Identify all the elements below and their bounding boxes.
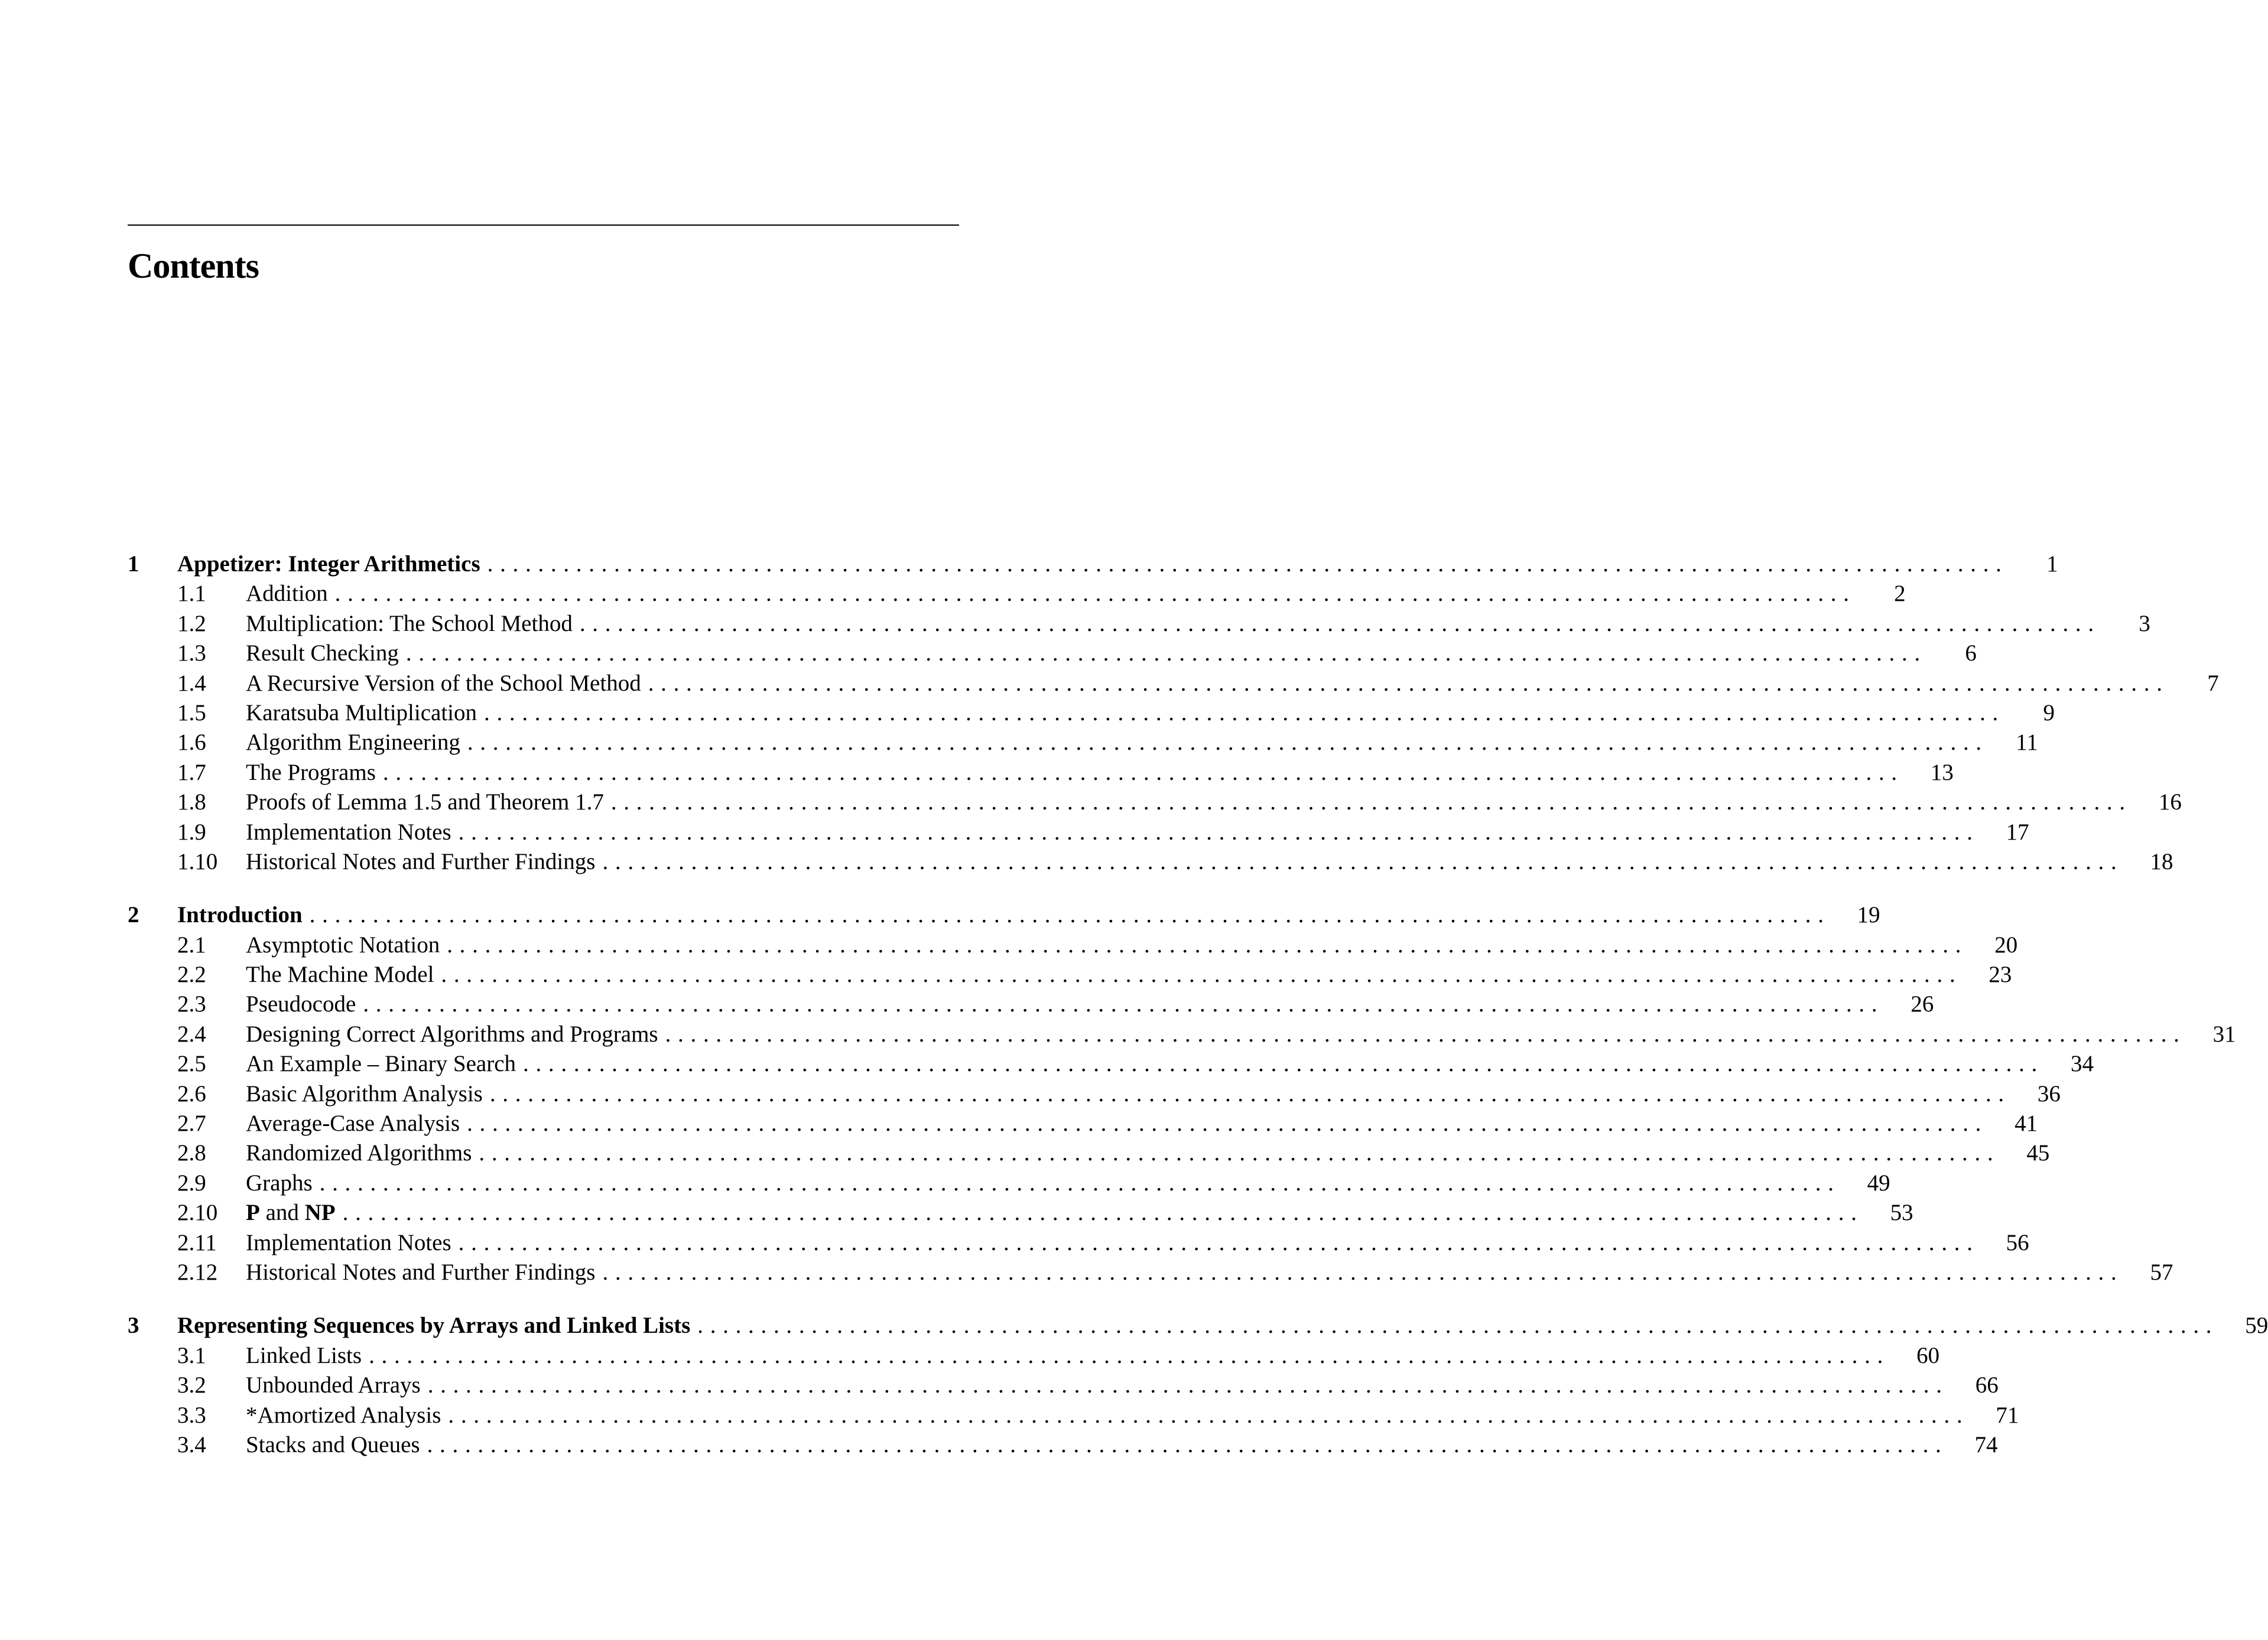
- dot-leader: ........................................................................................................................: [648, 670, 2169, 696]
- dot-leader: ........................................................................................................................: [369, 1342, 1890, 1368]
- section-number: 1.5: [177, 699, 206, 725]
- chapter-title: Introduction: [177, 902, 303, 928]
- top-rule: [128, 224, 959, 226]
- section-entry[interactable]: [128, 1258, 2173, 1287]
- section-entry[interactable]: [128, 847, 2173, 877]
- dot-leader: ........................................................................................................................: [427, 1372, 1949, 1398]
- section-entry[interactable]: [128, 1430, 1998, 1460]
- section-number: 1.6: [177, 730, 206, 756]
- section-title: *Amortized Analysis: [246, 1402, 441, 1428]
- section-title: Unbounded Arrays: [246, 1372, 421, 1398]
- section-title: Basic Algorithm Analysis: [246, 1081, 483, 1107]
- dot-leader: ........................................................................................................................: [467, 1111, 1988, 1137]
- section-title: Asymptotic Notation: [246, 932, 440, 958]
- section-title: [246, 1198, 343, 1228]
- section-entry[interactable]: [128, 1198, 1913, 1228]
- section-entry[interactable]: [128, 930, 2018, 960]
- chapter-title: Representing Sequences by Arrays and Linked Lists: [177, 1313, 691, 1339]
- dot-leader: ........................................................................................................................: [458, 1229, 1980, 1255]
- dot-leader: ........................................................................................................................: [309, 902, 1831, 928]
- section-number: 1.4: [177, 670, 206, 696]
- dot-leader: ........................................................................................................................: [441, 962, 1962, 988]
- section-entry[interactable]: [128, 960, 2012, 990]
- section-entry[interactable]: [128, 579, 1906, 609]
- page-number: 45: [2026, 1140, 2050, 1166]
- section-number: 2.11: [177, 1229, 217, 1255]
- page-number: 71: [1996, 1402, 2019, 1428]
- section-title: Proofs of Lemma 1.5 and Theorem 1.7: [246, 789, 604, 815]
- section-title: Average-Case Analysis: [246, 1111, 460, 1137]
- dot-leader: ........................................................................................................................: [427, 1431, 1948, 1457]
- section-number: 1.8: [177, 789, 206, 815]
- dot-leader: ........................................................................................................................: [319, 1170, 1841, 1196]
- section-entry[interactable]: [128, 1371, 1999, 1400]
- section-number: 2.4: [177, 1021, 206, 1047]
- page-number: 11: [2016, 730, 2038, 756]
- section-number: 2.12: [177, 1259, 218, 1285]
- dot-leader: ........................................................................................................................: [448, 1402, 1970, 1428]
- page-number: 3: [2139, 610, 2150, 636]
- chapter-number: 3: [128, 1313, 139, 1339]
- section-number: 1.3: [177, 640, 206, 666]
- section-number: 2.2: [177, 962, 206, 988]
- section-entry[interactable]: [128, 1401, 2019, 1430]
- section-entry[interactable]: [128, 669, 2219, 698]
- chapter-block: [128, 1311, 2268, 1460]
- dot-leader: ........................................................................................................................: [342, 1200, 1864, 1226]
- section-entry[interactable]: [128, 990, 1934, 1019]
- dot-leader: ........................................................................................................................: [334, 581, 1856, 607]
- page-number: 26: [1910, 991, 1934, 1017]
- page-number: 13: [1930, 759, 1954, 785]
- page-number: 17: [2006, 819, 2029, 845]
- dot-leader: ........................................................................................................................: [523, 1051, 2045, 1077]
- section-title: The Programs: [246, 759, 376, 785]
- section-title: Addition: [246, 581, 328, 607]
- page-number: 53: [1890, 1200, 1913, 1226]
- section-number: 1.7: [177, 759, 206, 785]
- dot-leader: ........................................................................................................................: [489, 1081, 2011, 1107]
- section-title: Graphs: [246, 1170, 313, 1196]
- contents-heading: Contents: [128, 246, 259, 285]
- section-title: Algorithm Engineering: [246, 730, 460, 756]
- section-number: 2.7: [177, 1111, 206, 1137]
- dot-leader: ........................................................................................................................: [458, 819, 1980, 845]
- page-number: 57: [2150, 1259, 2173, 1285]
- page-number: 31: [2212, 1021, 2236, 1047]
- chapter-title: Appetizer: Integer Arithmetics: [177, 551, 480, 577]
- section-number: 2.10: [177, 1200, 218, 1226]
- section-title-bold-p: P: [246, 1200, 260, 1226]
- section-number: 2.9: [177, 1170, 206, 1196]
- page-number: 7: [2207, 670, 2219, 696]
- page-number: 1: [2046, 551, 2058, 577]
- page-number: 36: [2037, 1081, 2061, 1107]
- dot-leader: ........................................................................................................................: [697, 1313, 2219, 1339]
- chapter-block: [128, 549, 2219, 877]
- section-title: The Machine Model: [246, 962, 434, 988]
- dot-leader: ........................................................................................................................: [447, 932, 1968, 958]
- page-number: 49: [1867, 1170, 1890, 1196]
- page-number: 18: [2150, 848, 2173, 874]
- dot-leader: ........................................................................................................................: [602, 848, 2124, 874]
- section-title: Designing Correct Algorithms and Programs: [246, 1021, 658, 1047]
- section-entry[interactable]: [128, 639, 1977, 668]
- section-number: 2.6: [177, 1081, 206, 1107]
- dot-leader: ........................................................................................................................: [382, 759, 1904, 785]
- section-entry[interactable]: [128, 1109, 2038, 1138]
- page-number: 60: [1916, 1342, 1940, 1368]
- section-title: An Example – Binary Search: [246, 1051, 516, 1077]
- section-title: Pseudocode: [246, 991, 356, 1017]
- page-number: 34: [2071, 1051, 2094, 1077]
- section-entry[interactable]: [128, 818, 2029, 847]
- dot-leader: ........................................................................................................................: [467, 730, 1988, 756]
- page-number: 23: [1988, 962, 2012, 988]
- chapter-entry[interactable]: [128, 1311, 2268, 1340]
- section-title-bold-np: NP: [304, 1200, 336, 1226]
- chapter-block: [128, 900, 2236, 1287]
- section-number: 2.8: [177, 1140, 206, 1166]
- table-of-contents: [128, 549, 2268, 1483]
- section-number: 1.2: [177, 610, 206, 636]
- section-entry[interactable]: [128, 758, 1954, 788]
- page-number: 66: [1975, 1372, 1999, 1398]
- page-number: 74: [1974, 1431, 1998, 1457]
- section-entry[interactable]: [128, 1228, 2029, 1258]
- section-entry[interactable]: [128, 1020, 2236, 1049]
- dot-leader: ........................................................................................................................: [579, 610, 2101, 636]
- section-entry[interactable]: [128, 728, 2038, 757]
- page-number: 56: [2006, 1229, 2029, 1255]
- dot-leader: ........................................................................................................................: [479, 1140, 2000, 1166]
- section-title: Historical Notes and Further Findings: [246, 848, 596, 874]
- section-entry[interactable]: [128, 788, 2182, 817]
- section-number: 2.1: [177, 932, 206, 958]
- dot-leader: ........................................................................................................................: [665, 1021, 2186, 1047]
- section-entry[interactable]: [128, 1049, 2094, 1079]
- section-number: 3.3: [177, 1402, 206, 1428]
- section-title: Multiplication: The School Method: [246, 610, 573, 636]
- page-number: 6: [1965, 640, 1977, 666]
- chapter-entry[interactable]: [128, 900, 1880, 930]
- section-entry[interactable]: [128, 609, 2150, 639]
- dot-leader: ........................................................................................................................: [610, 789, 2132, 815]
- dot-leader: ........................................................................................................................: [484, 699, 2005, 725]
- section-title: Linked Lists: [246, 1342, 362, 1368]
- page-number: 19: [1857, 902, 1880, 928]
- section-title: Implementation Notes: [246, 1229, 451, 1255]
- section-entry[interactable]: [128, 1138, 2050, 1168]
- dot-leader: ........................................................................................................................: [602, 1259, 2124, 1285]
- section-number: 2.3: [177, 991, 206, 1017]
- dot-leader: ........................................................................................................................: [405, 640, 1927, 666]
- dot-leader: ........................................................................................................................: [363, 991, 1884, 1017]
- section-title-connector: and: [259, 1200, 305, 1226]
- page-number: 2: [1894, 581, 1906, 607]
- section-number: 3.1: [177, 1342, 206, 1368]
- page-number: 9: [2043, 699, 2055, 725]
- section-entry[interactable]: [128, 1169, 1890, 1198]
- section-number: 3.2: [177, 1372, 206, 1398]
- section-title: Implementation Notes: [246, 819, 451, 845]
- section-number: 1.9: [177, 819, 206, 845]
- page-number: 59: [2245, 1313, 2268, 1339]
- section-title: Randomized Algorithms: [246, 1140, 472, 1166]
- section-entry[interactable]: [128, 1341, 1940, 1371]
- page-number: 41: [2014, 1111, 2038, 1137]
- chapter-number: 2: [128, 902, 139, 928]
- page-number: 16: [2158, 789, 2182, 815]
- dot-leader: ........................................................................................................................: [487, 551, 2009, 577]
- section-title: Historical Notes and Further Findings: [246, 1259, 596, 1285]
- section-number: 1.10: [177, 848, 218, 874]
- section-entry[interactable]: [128, 698, 2055, 728]
- page-number: 20: [1994, 932, 2018, 958]
- section-entry[interactable]: [128, 1079, 2061, 1109]
- section-title: A Recursive Version of the School Method: [246, 670, 641, 696]
- section-title: Stacks and Queues: [246, 1431, 420, 1457]
- section-title: Result Checking: [246, 640, 399, 666]
- section-number: 1.1: [177, 581, 206, 607]
- section-number: 2.5: [177, 1051, 206, 1077]
- chapter-entry[interactable]: [128, 549, 2058, 579]
- chapter-number: 1: [128, 551, 139, 577]
- section-title: Karatsuba Multiplication: [246, 699, 477, 725]
- section-number: 3.4: [177, 1431, 206, 1457]
